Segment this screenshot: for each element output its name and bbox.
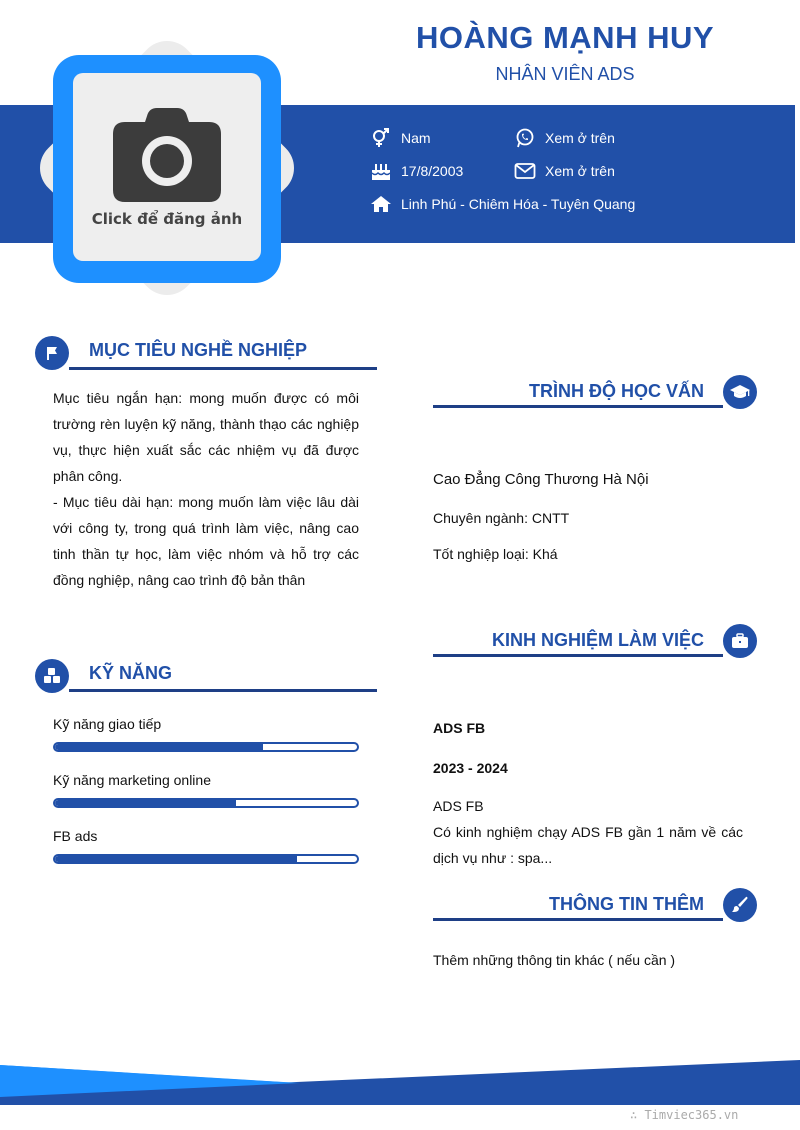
birthday-cake-icon	[370, 161, 392, 181]
contact-gender	[370, 128, 431, 148]
objective-text: Mục tiêu ngắn hạn: mong muốn được có môi trường rèn luyện kỹ năng, thành thạo các nghiệp vụ, thực hiện xuất sắc các nhiệm vụ đã được phân công. - Mục tiêu dài hạn: mong muốn làm việc lâu dài với công ty, trong quá trình làm việc, nâng cao tinh thần tự học, làm việc nhóm và hỗ trợ các đồng nghiệp, nâng cao trình độ bản thân	[53, 390, 359, 588]
objective-title: MỤC TIÊU NGHỀ NGHIỆP	[89, 340, 308, 360]
candidate-name: HOÀNG MẠNH HUY	[415, 20, 715, 55]
education-major: Chuyên ngành: CNTT	[433, 510, 570, 526]
skill-label: Kỹ năng giao tiếp	[53, 716, 162, 732]
skill-label: FB ads	[53, 828, 98, 844]
avatar-upload-area[interactable]	[73, 73, 261, 261]
camera-icon	[113, 106, 221, 202]
experience-divider	[433, 654, 723, 657]
home-icon	[370, 194, 392, 214]
skill-item	[53, 716, 359, 772]
skill-bar	[53, 742, 359, 752]
skills-icon	[35, 659, 69, 693]
skill-bar-fill	[55, 800, 236, 806]
skill-label: Kỹ năng marketing online	[53, 772, 211, 788]
whatsapp-icon	[514, 128, 536, 148]
briefcase-icon	[723, 624, 757, 658]
contact-phone	[514, 128, 615, 148]
education-divider	[433, 405, 723, 408]
avatar[interactable]	[25, 28, 309, 308]
skills-list	[53, 716, 359, 884]
education-school: Cao Đẳng Công Thương Hà Nội	[433, 471, 649, 488]
brand-text: Timviec365.vn	[644, 1108, 739, 1122]
extra-info-divider	[433, 918, 723, 921]
footer-brand	[630, 1108, 738, 1122]
gender-icon	[370, 128, 392, 148]
flag-icon	[35, 336, 69, 370]
extra-info-text: Thêm những thông tin khác ( nếu cần )	[433, 952, 676, 968]
experience-position: ADS FB	[433, 798, 484, 814]
contact-email	[514, 161, 615, 181]
brand-logo-icon: ∴	[630, 1108, 645, 1122]
job-title: NHÂN VIÊN ADS	[495, 64, 635, 84]
contact-birthday	[370, 161, 463, 181]
experience-company: ADS FB	[433, 720, 486, 736]
graduation-cap-icon	[723, 375, 757, 409]
experience-description: Có kinh nghiệm chạy ADS FB gần 1 năm về các dịch vụ như : spa...	[433, 824, 743, 866]
skill-bar-fill	[55, 856, 297, 862]
skill-bar	[53, 854, 359, 864]
envelope-icon	[514, 161, 536, 181]
contact-address	[370, 194, 635, 214]
skills-title: KỸ NĂNG	[89, 663, 173, 683]
birthday-value: 17/8/2003	[401, 163, 464, 179]
experience-title: KINH NGHIỆM LÀM VIỆC	[491, 630, 704, 650]
extra-info-title: THÔNG TIN THÊM	[549, 894, 704, 914]
paint-brush-icon	[723, 888, 757, 922]
email-value: Xem ở trên	[545, 163, 615, 179]
gender-value: Nam	[401, 130, 431, 146]
footer-decoration	[0, 1060, 800, 1105]
phone-value: Xem ở trên	[545, 130, 615, 146]
skill-bar	[53, 798, 359, 808]
address-value: Linh Phú - Chiêm Hóa - Tuyên Quang	[401, 196, 636, 212]
experience-period: 2023 - 2024	[433, 760, 508, 776]
skills-divider	[69, 689, 377, 692]
education-title: TRÌNH ĐỘ HỌC VẤN	[529, 381, 704, 401]
skill-bar-fill	[55, 744, 263, 750]
skill-item	[53, 828, 359, 884]
upload-photo-label: Click để đăng ảnh	[91, 210, 243, 228]
education-grade: Tốt nghiệp loại: Khá	[433, 546, 558, 562]
objective-divider	[69, 367, 377, 370]
skill-item	[53, 772, 359, 828]
